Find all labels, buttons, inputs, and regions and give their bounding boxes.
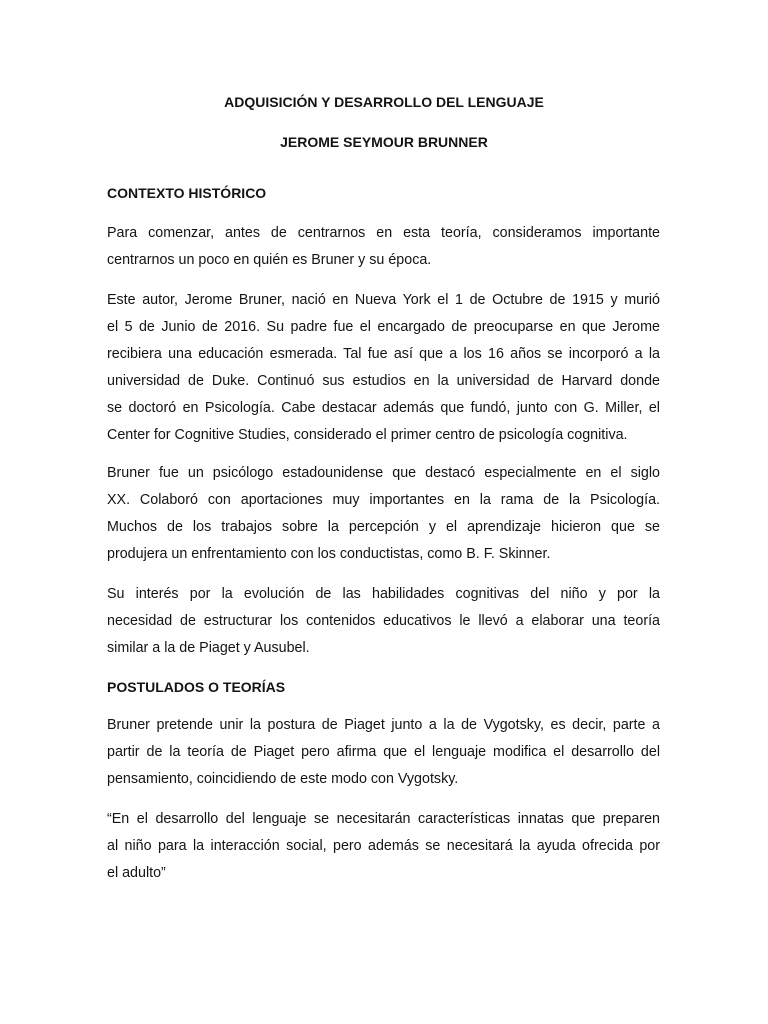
paragraph-line: XX. Colaboró con aportaciones muy importantes en la rama de la Psicología. bbox=[107, 492, 660, 508]
paragraph-line: al niño para la interacción social, pero además se necesitará la ayuda ofrecida por bbox=[107, 838, 660, 854]
paragraph-line: recibiera una educación esmerada. Tal fue así que a los 16 años se incorporó a la bbox=[107, 346, 660, 362]
paragraph-line: Para comenzar, antes de centrarnos en esta teoría, consideramos importante bbox=[107, 225, 660, 241]
paragraph-cita bbox=[107, 810, 660, 891]
paragraph-line: produjera un enfrentamiento con los conductistas, como B. F. Skinner. bbox=[107, 546, 551, 562]
paragraph-postura bbox=[107, 716, 660, 797]
document-title: ADQUISICIÓN Y DESARROLLO DEL LENGUAJE bbox=[224, 94, 544, 110]
paragraph-line: centrarnos un poco en quién es Bruner y su época. bbox=[107, 252, 432, 268]
paragraph-line: Bruner fue un psicólogo estadounidense que destacó especialmente en el siglo bbox=[107, 465, 660, 481]
paragraph-interes bbox=[107, 585, 660, 666]
paragraph-psicologo bbox=[107, 464, 660, 572]
paragraph-line: pensamiento, coincidiendo de este modo con Vygotsky. bbox=[107, 771, 459, 787]
paragraph-line: el adulto” bbox=[107, 865, 166, 881]
paragraph-line: necesidad de estructurar los contenidos educativos le llevó a elaborar una teoría bbox=[107, 613, 660, 629]
paragraph-biografia bbox=[107, 291, 660, 453]
paragraph-line: el 5 de Junio de 2016. Su padre fue el encargado de preocuparse en que Jerome bbox=[107, 319, 660, 335]
section-heading-postulados: POSTULADOS O TEORÍAS bbox=[107, 679, 286, 695]
paragraph-line: Bruner pretende unir la postura de Piaget junto a la de Vygotsky, es decir, parte a bbox=[107, 717, 660, 733]
paragraph-line: Su interés por la evolución de las habilidades cognitivas del niño y por la bbox=[107, 586, 660, 602]
paragraph-line: universidad de Duke. Continuó sus estudios en la universidad de Harvard donde bbox=[107, 373, 660, 389]
paragraph-line: se doctoró en Psicología. Cabe destacar además que fundó, junto con G. Miller, el bbox=[107, 400, 660, 416]
section-heading-contexto: CONTEXTO HISTÓRICO bbox=[107, 185, 267, 201]
paragraph-line: partir de la teoría de Piaget pero afirma que el lenguaje modifica el desarrollo del bbox=[107, 744, 660, 760]
paragraph-line: Center for Cognitive Studies, considerado el primer centro de psicología cognitiva. bbox=[107, 427, 628, 443]
paragraph-line: “En el desarrollo del lenguaje se necesitarán características innatas que preparen bbox=[107, 811, 660, 827]
paragraph-line: similar a la de Piaget y Ausubel. bbox=[107, 640, 310, 656]
document-subtitle: JEROME SEYMOUR BRUNNER bbox=[280, 134, 488, 150]
paragraph-line: Este autor, Jerome Bruner, nació en Nueva York el 1 de Octubre de 1915 y murió bbox=[107, 292, 660, 308]
paragraph-line: Muchos de los trabajos sobre la percepción y el aprendizaje hicieron que se bbox=[107, 519, 660, 535]
paragraph-intro bbox=[107, 224, 660, 278]
